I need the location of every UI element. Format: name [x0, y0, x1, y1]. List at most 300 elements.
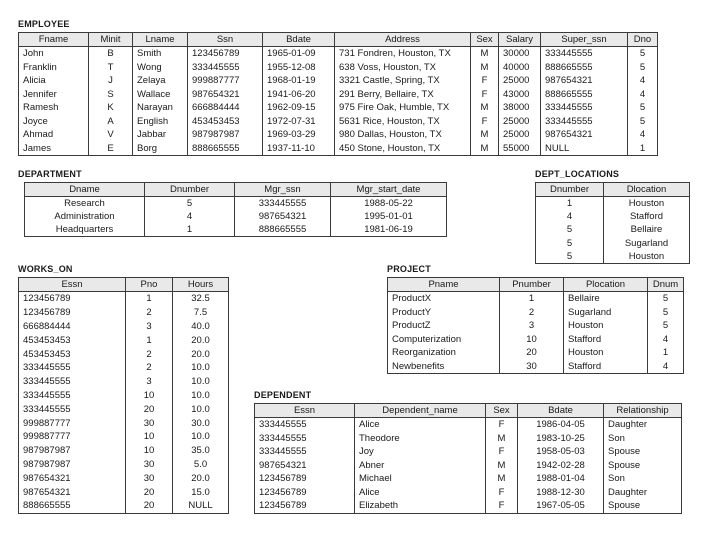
table-row: [388, 333, 684, 347]
table-row: [25, 197, 447, 211]
table-cell: 2: [126, 361, 173, 375]
table-cell: Daughter: [604, 486, 682, 500]
table-cell: 1962-09-15: [263, 101, 335, 115]
table-cell: 5: [648, 319, 684, 333]
table-row: [19, 416, 229, 430]
table-cell: M: [486, 472, 518, 486]
table-row: [536, 223, 690, 236]
table-cell: 333445555: [19, 375, 126, 389]
table-row: [25, 210, 447, 223]
table-cell: 987654321: [19, 485, 126, 499]
table-cell: 4: [648, 360, 684, 374]
table-row: [255, 486, 682, 500]
dependent-section: [254, 390, 682, 514]
table-cell: 1: [500, 292, 564, 306]
project-table: [387, 277, 684, 374]
table-cell: 5: [628, 47, 658, 61]
table-cell: 987654321: [188, 88, 263, 102]
table-row: [19, 142, 658, 156]
table-cell: 1955-12-08: [263, 61, 335, 75]
table-cell: 731 Fondren, Houston, TX: [335, 47, 471, 61]
table-cell: 20: [126, 402, 173, 416]
table-cell: 123456789: [188, 47, 263, 61]
table-cell: 30: [126, 471, 173, 485]
table-row: [255, 472, 682, 486]
table-row: [19, 402, 229, 416]
table-cell: 333445555: [255, 432, 355, 446]
column-header: Pnumber: [500, 278, 564, 292]
column-header: Hours: [173, 278, 229, 292]
table-cell: Borg: [133, 142, 188, 156]
column-header: Dependent_name: [355, 404, 486, 418]
table-cell: Smith: [133, 47, 188, 61]
column-header: Fname: [19, 33, 89, 47]
table-cell: 2: [126, 306, 173, 320]
table-row: [255, 445, 682, 459]
table-cell: 20: [126, 485, 173, 499]
table-cell: 999887777: [188, 74, 263, 88]
table-cell: 5: [536, 237, 604, 250]
table-cell: 4: [628, 88, 658, 102]
table-cell: 20: [126, 499, 173, 513]
table-cell: 5: [628, 61, 658, 75]
works-on-header-row: [19, 278, 229, 292]
table-cell: 2: [126, 347, 173, 361]
table-cell: E: [89, 142, 133, 156]
column-header: Pname: [388, 278, 500, 292]
table-cell: A: [89, 115, 133, 129]
table-cell: 453453453: [19, 333, 126, 347]
table-cell: 5: [536, 250, 604, 264]
table-cell: 666884444: [19, 320, 126, 334]
table-cell: James: [19, 142, 89, 156]
table-cell: 333445555: [541, 47, 628, 61]
project-title: PROJECT: [387, 264, 431, 274]
table-cell: 15.0: [173, 485, 229, 499]
table-cell: Stafford: [564, 360, 648, 374]
table-cell: 980 Dallas, Houston, TX: [335, 128, 471, 142]
column-header: Relationship: [604, 404, 682, 418]
table-cell: 5.0: [173, 458, 229, 472]
table-cell: 1: [536, 197, 604, 211]
table-cell: 1988-01-04: [518, 472, 604, 486]
column-header: Sex: [471, 33, 499, 47]
dept-locations-title: DEPT_LOCATIONS: [535, 169, 620, 179]
table-row: [255, 418, 682, 432]
table-cell: 999887777: [19, 430, 126, 444]
table-cell: 10: [500, 333, 564, 347]
column-header: Dnumber: [145, 183, 235, 197]
table-cell: Spouse: [604, 499, 682, 513]
table-cell: M: [471, 47, 499, 61]
table-cell: Franklin: [19, 61, 89, 75]
table-cell: 1942-02-28: [518, 459, 604, 473]
table-cell: M: [486, 432, 518, 446]
table-cell: M: [471, 128, 499, 142]
table-cell: Alice: [355, 418, 486, 432]
project-header-row: [388, 278, 684, 292]
table-cell: 888665555: [541, 61, 628, 75]
table-cell: 20.0: [173, 333, 229, 347]
table-cell: 5: [628, 115, 658, 129]
table-cell: Elizabeth: [355, 499, 486, 513]
table-row: [19, 458, 229, 472]
table-cell: Computerization: [388, 333, 500, 347]
table-cell: T: [89, 61, 133, 75]
table-cell: Administration: [25, 210, 145, 223]
table-cell: Zelaya: [133, 74, 188, 88]
table-cell: 123456789: [19, 306, 126, 320]
table-cell: 1995-01-01: [331, 210, 447, 223]
table-cell: Headquarters: [25, 223, 145, 237]
column-header: Dno: [628, 33, 658, 47]
table-cell: Son: [604, 432, 682, 446]
table-row: [19, 292, 229, 306]
table-cell: 453453453: [19, 347, 126, 361]
table-row: [25, 223, 447, 237]
works-on-title: WORKS_ON: [18, 264, 73, 274]
table-cell: Wong: [133, 61, 188, 75]
table-cell: 450 Stone, Houston, TX: [335, 142, 471, 156]
department-section: [18, 169, 447, 237]
table-cell: 10.0: [173, 389, 229, 403]
department-title: DEPARTMENT: [18, 169, 82, 179]
table-cell: 40000: [499, 61, 541, 75]
column-header: Pno: [126, 278, 173, 292]
table-cell: 987654321: [255, 459, 355, 473]
table-row: [19, 347, 229, 361]
table-cell: 123456789: [19, 292, 126, 306]
works-on-table: [18, 277, 229, 514]
dept-locations-section: [535, 169, 690, 264]
table-cell: S: [89, 88, 133, 102]
table-row: [19, 471, 229, 485]
table-cell: 10.0: [173, 402, 229, 416]
table-row: [19, 306, 229, 320]
table-cell: 3321 Castle, Spring, TX: [335, 74, 471, 88]
table-cell: 1: [628, 142, 658, 156]
table-cell: 1968-01-19: [263, 74, 335, 88]
table-cell: 10.0: [173, 375, 229, 389]
table-cell: F: [471, 115, 499, 129]
table-cell: 987654321: [235, 210, 331, 223]
table-cell: 5: [648, 292, 684, 306]
table-cell: 10: [126, 444, 173, 458]
table-cell: 333445555: [19, 389, 126, 403]
table-cell: Bellaire: [604, 223, 690, 236]
table-row: [19, 375, 229, 389]
table-cell: 30: [126, 458, 173, 472]
table-cell: 333445555: [255, 418, 355, 432]
table-cell: 987654321: [541, 74, 628, 88]
table-row: [19, 361, 229, 375]
table-cell: Wallace: [133, 88, 188, 102]
table-cell: J: [89, 74, 133, 88]
column-header: Essn: [255, 404, 355, 418]
table-row: [19, 389, 229, 403]
table-cell: M: [486, 459, 518, 473]
table-cell: 888665555: [188, 142, 263, 156]
column-header: Essn: [19, 278, 126, 292]
table-row: [388, 360, 684, 374]
table-cell: Houston: [564, 319, 648, 333]
table-cell: Alicia: [19, 74, 89, 88]
table-cell: 32.5: [173, 292, 229, 306]
table-cell: 987654321: [541, 128, 628, 142]
table-cell: English: [133, 115, 188, 129]
table-cell: 25000: [499, 115, 541, 129]
table-row: [255, 459, 682, 473]
table-row: [255, 499, 682, 513]
table-cell: 20: [500, 346, 564, 360]
table-row: [388, 306, 684, 320]
table-row: [19, 485, 229, 499]
table-cell: F: [486, 499, 518, 513]
column-header: Salary: [499, 33, 541, 47]
table-cell: 1965-01-09: [263, 47, 335, 61]
table-cell: Jennifer: [19, 88, 89, 102]
table-row: [19, 128, 658, 142]
table-cell: 38000: [499, 101, 541, 115]
department-table: [24, 182, 447, 237]
table-row: [19, 499, 229, 513]
employee-table: [18, 32, 658, 156]
table-cell: Houston: [604, 250, 690, 264]
table-cell: 1986-04-05: [518, 418, 604, 432]
table-cell: V: [89, 128, 133, 142]
table-cell: 1941-06-20: [263, 88, 335, 102]
table-cell: 25000: [499, 74, 541, 88]
table-cell: 987987987: [19, 444, 126, 458]
table-cell: 4: [648, 333, 684, 347]
table-cell: 20.0: [173, 471, 229, 485]
table-cell: 1988-05-22: [331, 197, 447, 211]
table-cell: ProductY: [388, 306, 500, 320]
table-cell: 1: [145, 223, 235, 237]
table-cell: 3: [126, 320, 173, 334]
table-cell: Ahmad: [19, 128, 89, 142]
table-cell: 4: [145, 210, 235, 223]
table-cell: 123456789: [255, 499, 355, 513]
table-cell: 30: [500, 360, 564, 374]
column-header: Dnum: [648, 278, 684, 292]
table-cell: 4: [628, 74, 658, 88]
table-cell: 1: [648, 346, 684, 360]
table-row: [388, 292, 684, 306]
table-cell: 888665555: [19, 499, 126, 513]
table-cell: 5631 Rice, Houston, TX: [335, 115, 471, 129]
table-row: [19, 101, 658, 115]
table-cell: Ramesh: [19, 101, 89, 115]
table-cell: John: [19, 47, 89, 61]
table-cell: 333445555: [235, 197, 331, 211]
table-cell: 25000: [499, 128, 541, 142]
table-cell: Newbenefits: [388, 360, 500, 374]
dept-locations-table: [535, 182, 690, 264]
table-cell: 10.0: [173, 430, 229, 444]
table-cell: Sugarland: [604, 237, 690, 250]
table-cell: Narayan: [133, 101, 188, 115]
table-cell: 666884444: [188, 101, 263, 115]
table-cell: 333445555: [188, 61, 263, 75]
table-cell: 987654321: [19, 471, 126, 485]
column-header: Dnumber: [536, 183, 604, 197]
column-header: Plocation: [564, 278, 648, 292]
column-header: Ssn: [188, 33, 263, 47]
table-cell: Stafford: [604, 210, 690, 223]
table-cell: 888665555: [235, 223, 331, 237]
column-header: Mgr_ssn: [235, 183, 331, 197]
table-cell: 333445555: [541, 115, 628, 129]
table-cell: 987987987: [188, 128, 263, 142]
table-row: [388, 346, 684, 360]
table-cell: 1: [126, 292, 173, 306]
table-row: [19, 47, 658, 61]
table-cell: Daughter: [604, 418, 682, 432]
table-cell: 1958-05-03: [518, 445, 604, 459]
table-cell: 987987987: [19, 458, 126, 472]
employee-header-row: [19, 33, 658, 47]
column-header: Sex: [486, 404, 518, 418]
table-cell: ProductX: [388, 292, 500, 306]
table-cell: Research: [25, 197, 145, 211]
table-cell: F: [486, 418, 518, 432]
column-header: Bdate: [518, 404, 604, 418]
column-header: Address: [335, 33, 471, 47]
table-cell: 30000: [499, 47, 541, 61]
table-cell: 1937-11-10: [263, 142, 335, 156]
table-cell: Houston: [564, 346, 648, 360]
table-row: [536, 250, 690, 264]
table-cell: 123456789: [255, 486, 355, 500]
table-cell: Stafford: [564, 333, 648, 347]
table-cell: Michael: [355, 472, 486, 486]
table-cell: 5: [628, 101, 658, 115]
column-header: Bdate: [263, 33, 335, 47]
table-row: [536, 237, 690, 250]
department-header-row: [25, 183, 447, 197]
column-header: Dlocation: [604, 183, 690, 197]
column-header: Lname: [133, 33, 188, 47]
table-cell: 291 Berry, Bellaire, TX: [335, 88, 471, 102]
table-cell: B: [89, 47, 133, 61]
table-cell: M: [471, 61, 499, 75]
table-cell: Theodore: [355, 432, 486, 446]
table-cell: 453453453: [188, 115, 263, 129]
dependent-header-row: [255, 404, 682, 418]
table-cell: 333445555: [255, 445, 355, 459]
table-cell: 5: [145, 197, 235, 211]
table-cell: 43000: [499, 88, 541, 102]
table-cell: 333445555: [19, 361, 126, 375]
project-section: [387, 264, 684, 374]
table-cell: Abner: [355, 459, 486, 473]
table-cell: 30.0: [173, 416, 229, 430]
column-header: Dname: [25, 183, 145, 197]
table-cell: 5: [536, 223, 604, 236]
table-cell: 1981-06-19: [331, 223, 447, 237]
table-cell: 1988-12-30: [518, 486, 604, 500]
table-cell: Reorganization: [388, 346, 500, 360]
table-cell: Sugarland: [564, 306, 648, 320]
table-cell: 10.0: [173, 361, 229, 375]
table-cell: K: [89, 101, 133, 115]
table-row: [19, 444, 229, 458]
table-cell: 35.0: [173, 444, 229, 458]
table-row: [19, 320, 229, 334]
table-cell: F: [486, 445, 518, 459]
table-cell: 333445555: [19, 402, 126, 416]
table-cell: 1967-05-05: [518, 499, 604, 513]
table-cell: Son: [604, 472, 682, 486]
table-cell: Joyce: [19, 115, 89, 129]
dependent-title: DEPENDENT: [254, 390, 312, 400]
column-header: Minit: [89, 33, 133, 47]
table-cell: ProductZ: [388, 319, 500, 333]
table-row: [536, 197, 690, 211]
table-cell: 10: [126, 389, 173, 403]
employee-title: EMPLOYEE: [18, 19, 70, 29]
table-row: [19, 333, 229, 347]
table-cell: Spouse: [604, 445, 682, 459]
table-cell: M: [471, 142, 499, 156]
table-cell: 2: [500, 306, 564, 320]
table-cell: 638 Voss, Houston, TX: [335, 61, 471, 75]
table-cell: 1972-07-31: [263, 115, 335, 129]
table-row: [536, 210, 690, 223]
table-cell: 1: [126, 333, 173, 347]
table-cell: 3: [126, 375, 173, 389]
table-cell: 3: [500, 319, 564, 333]
table-cell: 4: [536, 210, 604, 223]
table-cell: NULL: [173, 499, 229, 513]
table-cell: Alice: [355, 486, 486, 500]
works-on-section: [18, 264, 229, 514]
table-cell: 10: [126, 430, 173, 444]
dependent-table: [254, 403, 682, 514]
table-cell: 975 Fire Oak, Humble, TX: [335, 101, 471, 115]
table-row: [19, 430, 229, 444]
table-cell: Spouse: [604, 459, 682, 473]
table-row: [19, 88, 658, 102]
table-cell: 4: [628, 128, 658, 142]
table-cell: Bellaire: [564, 292, 648, 306]
table-row: [388, 319, 684, 333]
table-cell: 7.5: [173, 306, 229, 320]
table-cell: 55000: [499, 142, 541, 156]
table-cell: 1969-03-29: [263, 128, 335, 142]
table-cell: 20.0: [173, 347, 229, 361]
column-header: Super_ssn: [541, 33, 628, 47]
table-cell: NULL: [541, 142, 628, 156]
table-cell: F: [471, 88, 499, 102]
column-header: Mgr_start_date: [331, 183, 447, 197]
table-cell: F: [486, 486, 518, 500]
table-cell: 1983-10-25: [518, 432, 604, 446]
table-cell: F: [471, 74, 499, 88]
table-cell: 30: [126, 416, 173, 430]
table-cell: 333445555: [541, 101, 628, 115]
employee-section: [18, 19, 658, 156]
table-cell: Houston: [604, 197, 690, 211]
table-cell: 123456789: [255, 472, 355, 486]
table-row: [255, 432, 682, 446]
table-cell: Jabbar: [133, 128, 188, 142]
dept-locations-header-row: [536, 183, 690, 197]
table-row: [19, 61, 658, 75]
table-cell: 999887777: [19, 416, 126, 430]
table-row: [19, 74, 658, 88]
